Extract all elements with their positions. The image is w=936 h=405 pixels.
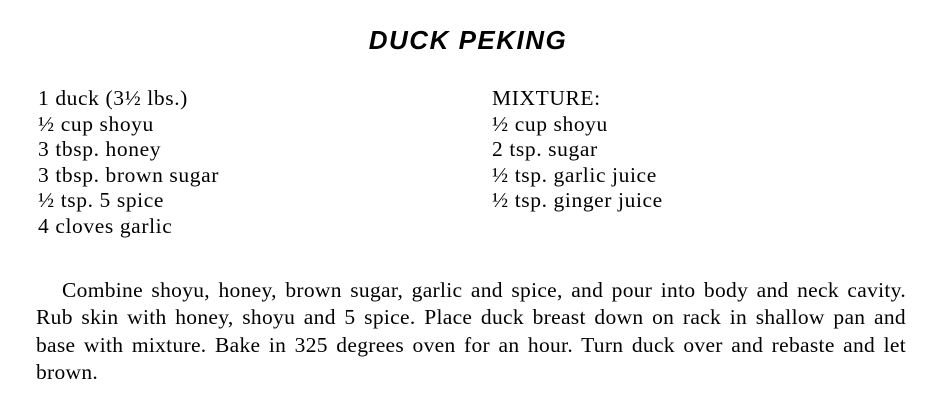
ingredients-column-right <box>492 86 663 214</box>
ingredients-section <box>0 86 936 246</box>
list-item: ½ tsp. ginger juice <box>492 188 663 212</box>
list-item: ½ cup shoyu <box>492 111 608 136</box>
page-title: DUCK PEKING <box>368 25 568 55</box>
list-item: ½ tsp. 5 spice <box>38 188 165 212</box>
ingredients-column-left <box>38 86 219 239</box>
list-item: ½ tsp. garlic juice <box>492 162 657 187</box>
list-item: 1 duck (3½ lbs.) <box>38 86 188 110</box>
method-paragraph: Combine shoyu, honey, brown sugar, garlic and spice, and pour into body and neck cavity. Rub skin with honey, shoyu and 5 spice. Place duck breast down on rack in shallow pan and base with mixture. Bake in 325 degrees oven for an hour. Turn duck over and rebaste and let brown. <box>36 277 906 384</box>
list-item: 2 tsp. sugar <box>492 137 598 161</box>
list-item: 3 tbsp. brown sugar <box>38 162 219 187</box>
list-item: 3 tbsp. honey <box>38 137 162 161</box>
list-item: ½ cup shoyu <box>38 111 154 136</box>
list-item: 4 cloves garlic <box>38 213 173 238</box>
mixture-heading: MIXTURE: <box>492 86 601 110</box>
